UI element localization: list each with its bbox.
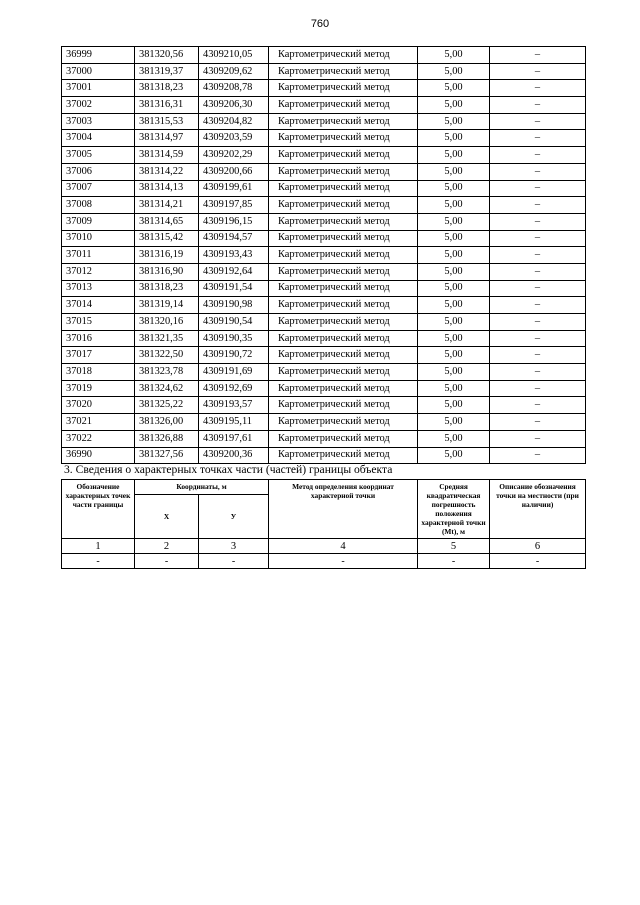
method-cell: Картометрический метод xyxy=(269,230,418,247)
table-row xyxy=(62,47,586,64)
x-coordinate-cell: 381323,78 xyxy=(135,364,199,381)
table-row xyxy=(62,263,586,280)
x-coordinate-cell: 381321,35 xyxy=(135,330,199,347)
empty-cell: - xyxy=(135,554,199,569)
table-row xyxy=(62,230,586,247)
error-cell: 5,00 xyxy=(418,47,490,64)
method-cell: Картометрический метод xyxy=(269,447,418,464)
header-coordinates: Координаты, м xyxy=(135,480,269,495)
point-id-cell: 37018 xyxy=(62,364,135,381)
table-row xyxy=(62,147,586,164)
column-number: 6 xyxy=(490,539,586,554)
description-cell: – xyxy=(490,180,586,197)
description-cell: – xyxy=(490,397,586,414)
x-coordinate-cell: 381324,62 xyxy=(135,380,199,397)
point-id-cell: 37022 xyxy=(62,430,135,447)
method-cell: Картометрический метод xyxy=(269,147,418,164)
point-id-cell: 37004 xyxy=(62,130,135,147)
method-cell: Картометрический метод xyxy=(269,47,418,64)
table-row xyxy=(62,297,586,314)
x-coordinate-cell: 381326,88 xyxy=(135,430,199,447)
table-row xyxy=(62,414,586,431)
table-row xyxy=(62,213,586,230)
description-cell: – xyxy=(490,147,586,164)
error-cell: 5,00 xyxy=(418,197,490,214)
method-cell: Картометрический метод xyxy=(269,130,418,147)
point-id-cell: 37002 xyxy=(62,97,135,114)
y-coordinate-cell: 4309191,54 xyxy=(199,280,269,297)
point-id-cell: 37005 xyxy=(62,147,135,164)
error-cell: 5,00 xyxy=(418,280,490,297)
description-cell: – xyxy=(490,263,586,280)
description-cell: – xyxy=(490,130,586,147)
error-cell: 5,00 xyxy=(418,414,490,431)
header-point-designation: Обозначение характерных точек части границы xyxy=(62,480,135,539)
error-cell: 5,00 xyxy=(418,347,490,364)
empty-cell: - xyxy=(199,554,269,569)
table-row xyxy=(62,113,586,130)
table-row xyxy=(62,314,586,331)
description-cell: – xyxy=(490,163,586,180)
y-coordinate-cell: 4309192,64 xyxy=(199,263,269,280)
table-row xyxy=(62,430,586,447)
description-cell: – xyxy=(490,280,586,297)
error-cell: 5,00 xyxy=(418,97,490,114)
error-cell: 5,00 xyxy=(418,63,490,80)
error-cell: 5,00 xyxy=(418,147,490,164)
description-cell: – xyxy=(490,230,586,247)
point-id-cell: 37014 xyxy=(62,297,135,314)
point-id-cell: 37020 xyxy=(62,397,135,414)
page-number: 760 xyxy=(310,18,330,30)
description-cell: – xyxy=(490,347,586,364)
point-id-cell: 37012 xyxy=(62,263,135,280)
description-cell: – xyxy=(490,430,586,447)
method-cell: Картометрический метод xyxy=(269,247,418,264)
y-coordinate-cell: 4309206,30 xyxy=(199,97,269,114)
error-cell: 5,00 xyxy=(418,430,490,447)
section-title: 3. Сведения о характерных точках части (частей) границы объекта xyxy=(64,463,393,476)
y-coordinate-cell: 4309196,15 xyxy=(199,213,269,230)
table-row xyxy=(62,397,586,414)
column-number: 4 xyxy=(269,539,418,554)
point-id-cell: 37017 xyxy=(62,347,135,364)
column-number: 3 xyxy=(199,539,269,554)
error-cell: 5,00 xyxy=(418,180,490,197)
description-cell: – xyxy=(490,380,586,397)
table-row xyxy=(62,180,586,197)
x-coordinate-cell: 381316,90 xyxy=(135,263,199,280)
table-row xyxy=(62,280,586,297)
header-method: Метод определения координат характерной точки xyxy=(269,480,418,539)
header-description: Описание обозначения точки на местности (при наличии) xyxy=(490,480,586,539)
y-coordinate-cell: 4309190,98 xyxy=(199,297,269,314)
x-coordinate-cell: 381320,16 xyxy=(135,314,199,331)
column-number: 1 xyxy=(62,539,135,554)
y-coordinate-cell: 4309203,59 xyxy=(199,130,269,147)
table-row xyxy=(62,63,586,80)
error-cell: 5,00 xyxy=(418,80,490,97)
error-cell: 5,00 xyxy=(418,380,490,397)
description-cell: – xyxy=(490,364,586,381)
method-cell: Картометрический метод xyxy=(269,97,418,114)
point-id-cell: 37010 xyxy=(62,230,135,247)
empty-cell: - xyxy=(269,554,418,569)
description-cell: – xyxy=(490,197,586,214)
error-cell: 5,00 xyxy=(418,247,490,264)
x-coordinate-cell: 381316,19 xyxy=(135,247,199,264)
x-coordinate-cell: 381314,22 xyxy=(135,163,199,180)
error-cell: 5,00 xyxy=(418,163,490,180)
x-coordinate-cell: 381327,56 xyxy=(135,447,199,464)
description-cell: – xyxy=(490,247,586,264)
parts-table xyxy=(61,479,586,569)
table-row xyxy=(62,80,586,97)
point-id-cell: 37021 xyxy=(62,414,135,431)
method-cell: Картометрический метод xyxy=(269,380,418,397)
x-coordinate-cell: 381314,13 xyxy=(135,180,199,197)
x-coordinate-cell: 381314,59 xyxy=(135,147,199,164)
error-cell: 5,00 xyxy=(418,213,490,230)
y-coordinate-cell: 4309190,35 xyxy=(199,330,269,347)
x-coordinate-cell: 381322,50 xyxy=(135,347,199,364)
y-coordinate-cell: 4309193,57 xyxy=(199,397,269,414)
error-cell: 5,00 xyxy=(418,330,490,347)
table-row xyxy=(62,97,586,114)
y-coordinate-cell: 4309208,78 xyxy=(199,80,269,97)
empty-cell: - xyxy=(62,554,135,569)
description-cell: – xyxy=(490,80,586,97)
method-cell: Картометрический метод xyxy=(269,314,418,331)
header-x: X xyxy=(135,495,199,539)
y-coordinate-cell: 4309190,54 xyxy=(199,314,269,331)
method-cell: Картометрический метод xyxy=(269,163,418,180)
method-cell: Картометрический метод xyxy=(269,430,418,447)
method-cell: Картометрический метод xyxy=(269,297,418,314)
method-cell: Картометрический метод xyxy=(269,347,418,364)
error-cell: 5,00 xyxy=(418,447,490,464)
empty-cell: - xyxy=(490,554,586,569)
method-cell: Картометрический метод xyxy=(269,263,418,280)
y-coordinate-cell: 4309210,05 xyxy=(199,47,269,64)
table-row xyxy=(62,364,586,381)
method-cell: Картометрический метод xyxy=(269,280,418,297)
point-id-cell: 37015 xyxy=(62,314,135,331)
table-row xyxy=(62,330,586,347)
point-id-cell: 37003 xyxy=(62,113,135,130)
method-cell: Картометрический метод xyxy=(269,80,418,97)
point-id-cell: 37007 xyxy=(62,180,135,197)
x-coordinate-cell: 381319,14 xyxy=(135,297,199,314)
method-cell: Картометрический метод xyxy=(269,330,418,347)
y-coordinate-cell: 4309193,43 xyxy=(199,247,269,264)
error-cell: 5,00 xyxy=(418,113,490,130)
y-coordinate-cell: 4309200,66 xyxy=(199,163,269,180)
method-cell: Картометрический метод xyxy=(269,180,418,197)
method-cell: Картометрический метод xyxy=(269,213,418,230)
empty-cell: - xyxy=(418,554,490,569)
description-cell: – xyxy=(490,447,586,464)
point-id-cell: 37001 xyxy=(62,80,135,97)
y-coordinate-cell: 4309199,61 xyxy=(199,180,269,197)
point-id-cell: 37013 xyxy=(62,280,135,297)
point-id-cell: 37009 xyxy=(62,213,135,230)
point-id-cell: 37006 xyxy=(62,163,135,180)
y-coordinate-cell: 4309197,85 xyxy=(199,197,269,214)
x-coordinate-cell: 381314,97 xyxy=(135,130,199,147)
description-cell: – xyxy=(490,330,586,347)
x-coordinate-cell: 381316,31 xyxy=(135,97,199,114)
description-cell: – xyxy=(490,213,586,230)
y-coordinate-cell: 4309192,69 xyxy=(199,380,269,397)
column-number: 5 xyxy=(418,539,490,554)
error-cell: 5,00 xyxy=(418,364,490,381)
point-id-cell: 37008 xyxy=(62,197,135,214)
header-error: Средняя квадратическая погрешность положения характерной точки (Mt), м xyxy=(418,480,490,539)
description-cell: – xyxy=(490,47,586,64)
x-coordinate-cell: 381318,23 xyxy=(135,80,199,97)
y-coordinate-cell: 4309202,29 xyxy=(199,147,269,164)
point-id-cell: 36990 xyxy=(62,447,135,464)
method-cell: Картометрический метод xyxy=(269,113,418,130)
description-cell: – xyxy=(490,113,586,130)
point-id-cell: 37000 xyxy=(62,63,135,80)
method-cell: Картометрический метод xyxy=(269,414,418,431)
table-row xyxy=(62,447,586,464)
description-cell: – xyxy=(490,63,586,80)
description-cell: – xyxy=(490,297,586,314)
y-coordinate-cell: 4309190,72 xyxy=(199,347,269,364)
error-cell: 5,00 xyxy=(418,263,490,280)
y-coordinate-cell: 4309191,69 xyxy=(199,364,269,381)
description-cell: – xyxy=(490,97,586,114)
y-coordinate-cell: 4309200,36 xyxy=(199,447,269,464)
column-number: 2 xyxy=(135,539,199,554)
x-coordinate-cell: 381319,37 xyxy=(135,63,199,80)
method-cell: Картометрический метод xyxy=(269,197,418,214)
points-table xyxy=(61,46,586,464)
table-row xyxy=(62,347,586,364)
y-coordinate-cell: 4309194,57 xyxy=(199,230,269,247)
table-row xyxy=(62,130,586,147)
y-coordinate-cell: 4309204,82 xyxy=(199,113,269,130)
error-cell: 5,00 xyxy=(418,297,490,314)
y-coordinate-cell: 4309197,61 xyxy=(199,430,269,447)
error-cell: 5,00 xyxy=(418,230,490,247)
method-cell: Картометрический метод xyxy=(269,63,418,80)
x-coordinate-cell: 381318,23 xyxy=(135,280,199,297)
method-cell: Картометрический метод xyxy=(269,397,418,414)
description-cell: – xyxy=(490,414,586,431)
x-coordinate-cell: 381315,53 xyxy=(135,113,199,130)
x-coordinate-cell: 381325,22 xyxy=(135,397,199,414)
error-cell: 5,00 xyxy=(418,397,490,414)
y-coordinate-cell: 4309209,62 xyxy=(199,63,269,80)
table-row xyxy=(62,163,586,180)
x-coordinate-cell: 381326,00 xyxy=(135,414,199,431)
x-coordinate-cell: 381314,65 xyxy=(135,213,199,230)
y-coordinate-cell: 4309195,11 xyxy=(199,414,269,431)
table-row xyxy=(62,197,586,214)
x-coordinate-cell: 381315,42 xyxy=(135,230,199,247)
error-cell: 5,00 xyxy=(418,130,490,147)
table-row xyxy=(62,247,586,264)
method-cell: Картометрический метод xyxy=(269,364,418,381)
point-id-cell: 37011 xyxy=(62,247,135,264)
points-table-body xyxy=(62,47,586,464)
point-id-cell: 37016 xyxy=(62,330,135,347)
table-row xyxy=(62,380,586,397)
error-cell: 5,00 xyxy=(418,314,490,331)
point-id-cell: 36999 xyxy=(62,47,135,64)
point-id-cell: 37019 xyxy=(62,380,135,397)
x-coordinate-cell: 381314,21 xyxy=(135,197,199,214)
x-coordinate-cell: 381320,56 xyxy=(135,47,199,64)
description-cell: – xyxy=(490,314,586,331)
header-y: У xyxy=(199,495,269,539)
